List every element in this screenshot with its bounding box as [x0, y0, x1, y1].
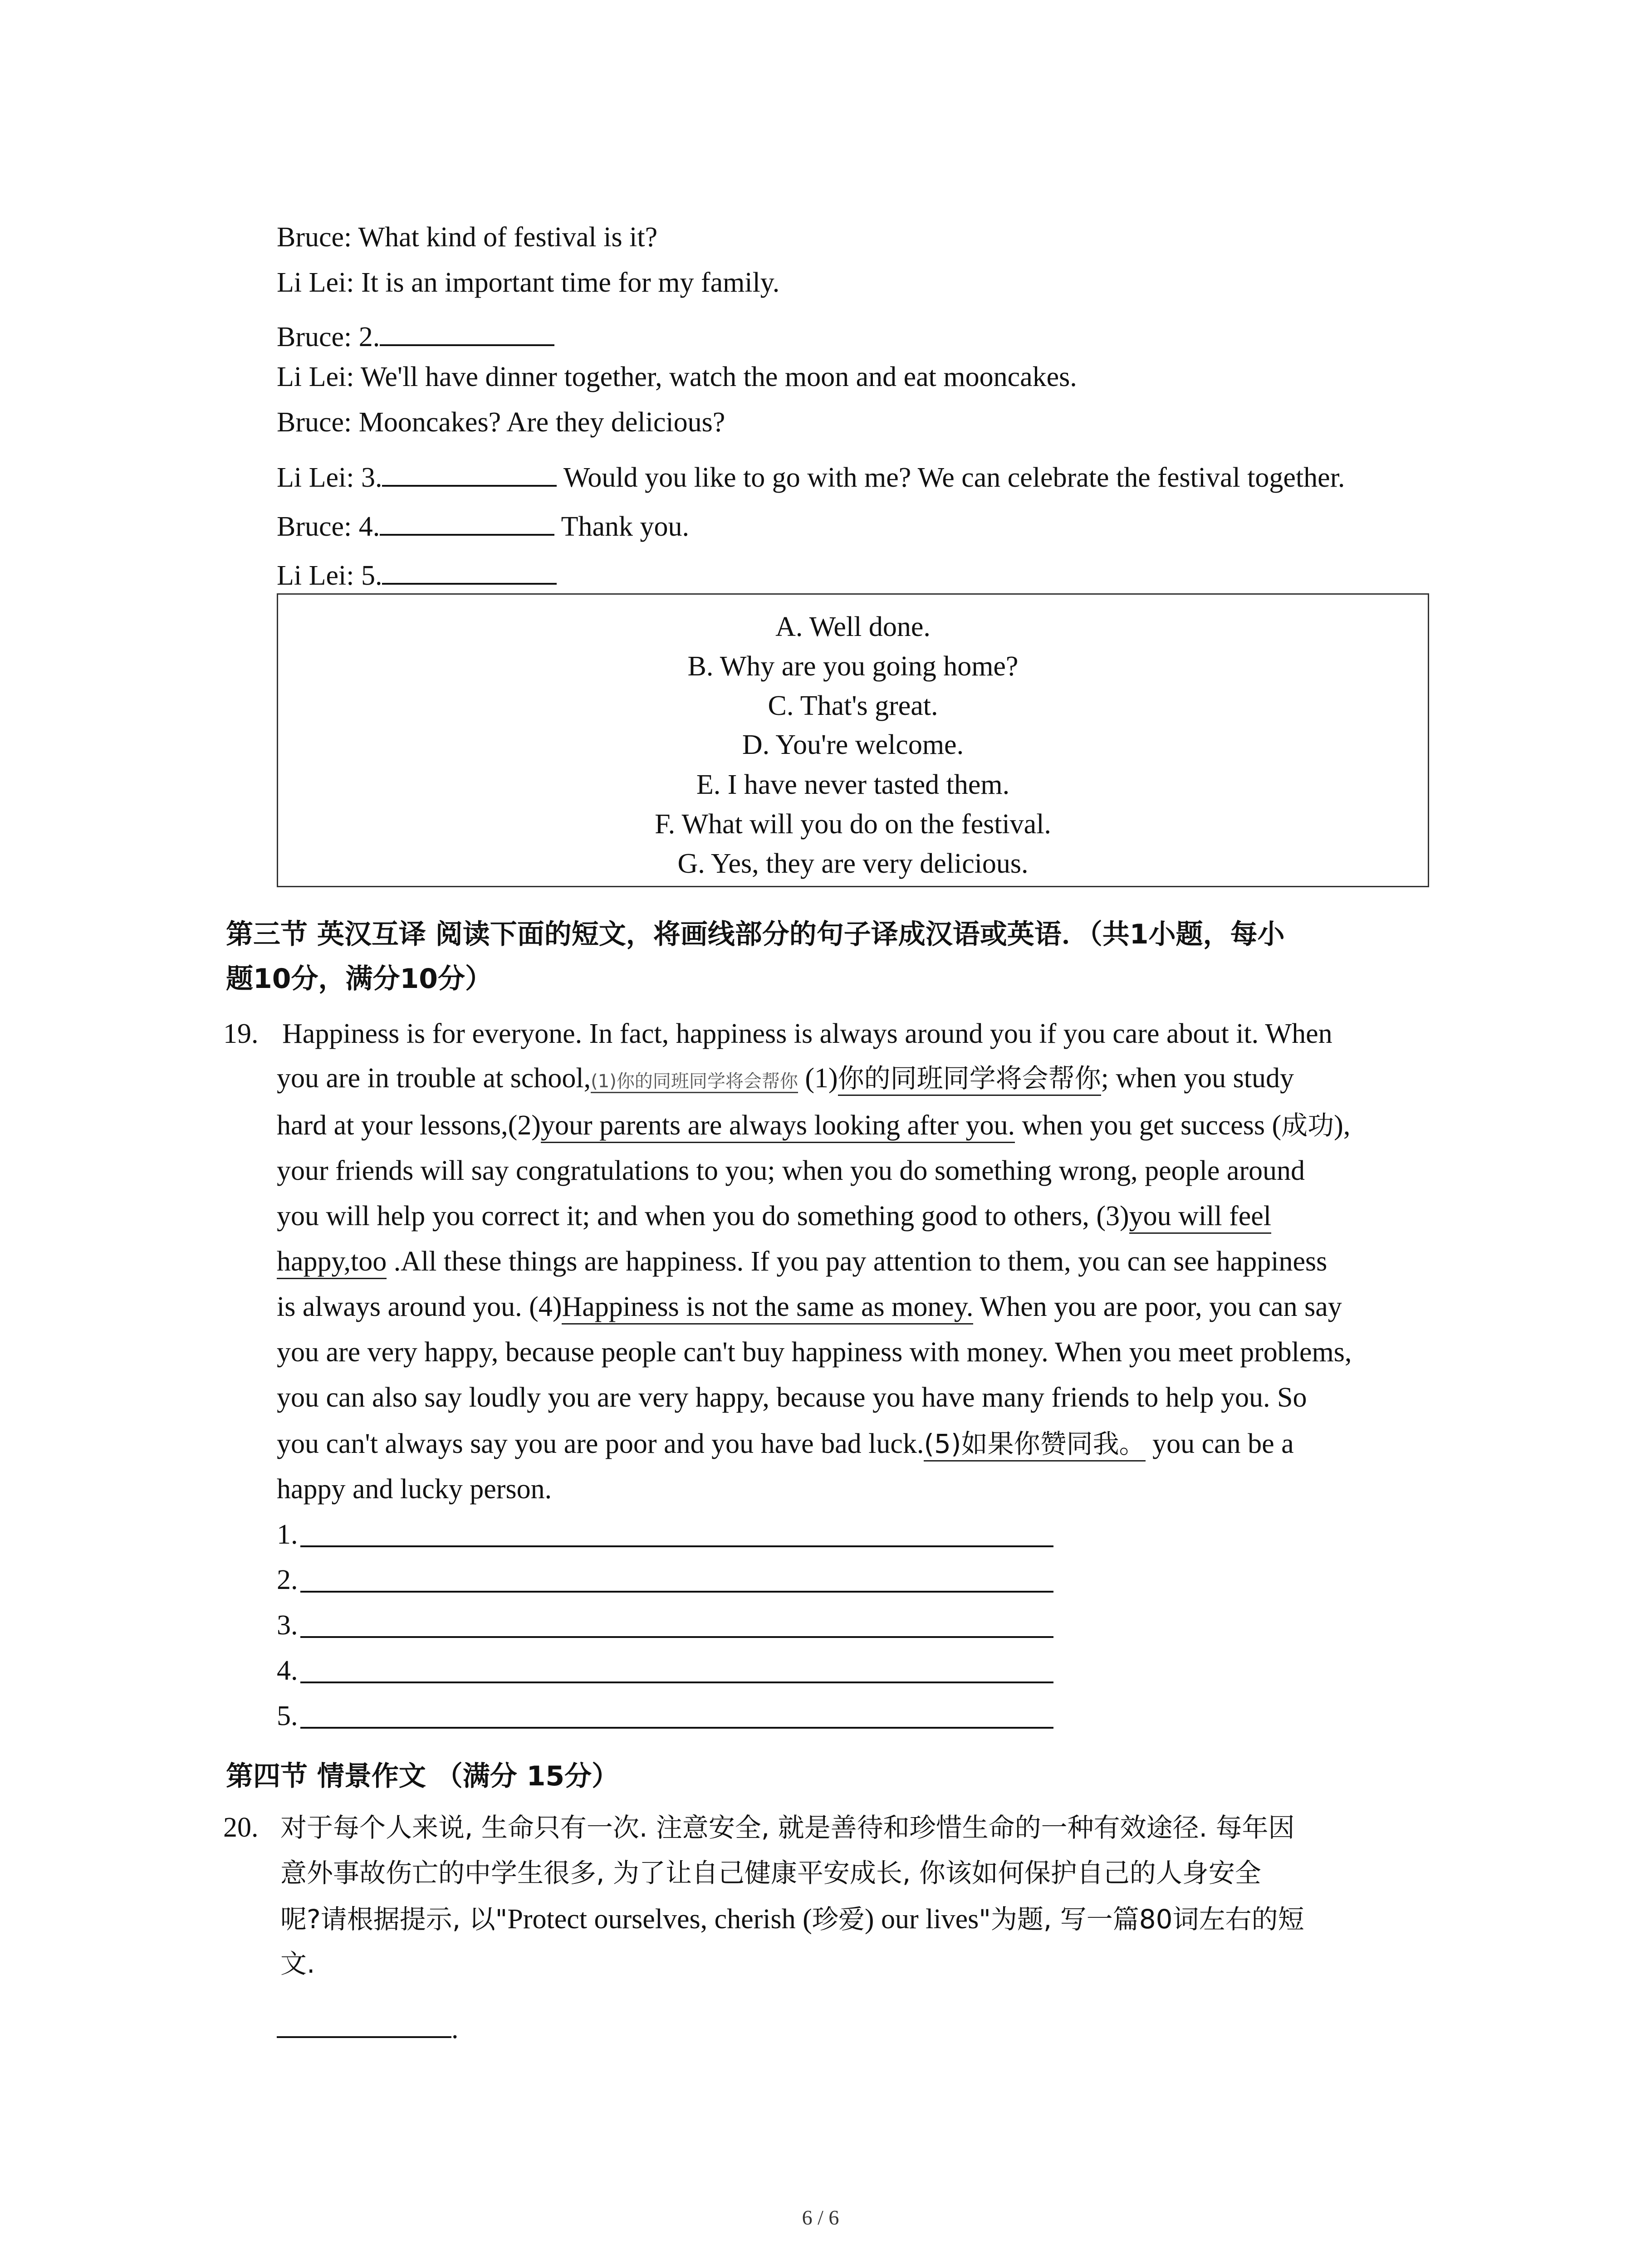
dialogue-line-6-prefix: Li Lei: 3.: [277, 462, 382, 493]
q20-line-3-en2: ) our lives: [864, 1904, 979, 1935]
q19-line-10: [277, 1430, 1294, 1458]
dialogue-line-6-suffix: Would you like to go with me? We can celebrate the festival together.: [557, 462, 1345, 493]
q19-line-3: [277, 1111, 1350, 1139]
dialogue-line-7-prefix: Bruce: 4.: [277, 511, 380, 542]
dialogue-line-8-prefix: Li Lei: 5.: [277, 560, 382, 591]
dialogue-line-7: [277, 507, 689, 541]
option-d: D. You're welcome.: [742, 729, 964, 760]
q20-end-period: .: [451, 2013, 459, 2044]
q19-line-6: [277, 1247, 1327, 1276]
q19-line-10-a: you can't always say you are poor and you have bad luck.: [277, 1428, 924, 1459]
dialogue-line-3-text: Bruce: 2.: [277, 321, 380, 352]
q20-line-4: 文.: [280, 1948, 315, 1979]
option-f: F. What will you do on the festival.: [655, 809, 1051, 840]
dialogue-line-7-suffix: Thank you.: [554, 511, 690, 542]
option-a: A. Well done.: [775, 611, 931, 642]
answer-line-4[interactable]: [300, 1681, 1053, 1683]
q19-line-5: [277, 1202, 1271, 1230]
answer-line-5[interactable]: [300, 1727, 1053, 1729]
option-e: E. I have never tasted them.: [696, 769, 1010, 800]
q19-line-10-b: you can be a: [1145, 1428, 1294, 1459]
underlined-sentence-3b: happy,too: [277, 1246, 387, 1279]
q19-line-3-a: hard at your lessons,(2): [277, 1110, 541, 1141]
q20-line-2: 意外事故伤亡的中学生很多, 为了让自己健康平安成长, 你该如何保护自己的人身安全: [280, 1857, 1261, 1888]
option-c: C. That's great.: [768, 690, 938, 721]
q20-line-1: 对于每个人来说, 生命只有一次. 注意安全, 就是善待和珍惜生命的一种有效途径. 每年因: [280, 1812, 1295, 1843]
option-b: B. Why are you going home?: [687, 651, 1019, 682]
q20-line-3-a: 呢?请根据提示, 以": [280, 1904, 508, 1935]
dialogue-line-1: Bruce: What kind of festival is it?: [277, 222, 658, 253]
q19-line-7: [277, 1293, 1342, 1321]
option-g: G. Yes, they are very delicious.: [677, 848, 1029, 879]
answer-line-2[interactable]: [300, 1591, 1053, 1593]
q19-line-3-cn: 成功: [1281, 1110, 1334, 1141]
q20-line-3-en1: Protect ourselves, cherish (: [507, 1904, 812, 1935]
q20-line-3-b: "为题, 写一篇80词左右的短: [979, 1904, 1304, 1935]
section4-heading: 第四节 情景作文 （满分 15分）: [226, 1760, 619, 1792]
answer-blank-3[interactable]: [382, 458, 557, 487]
underlined-sentence-1: 你的同班同学将会帮你: [838, 1063, 1101, 1096]
q19-line-2: [277, 1064, 1294, 1092]
answer-label-2: 2.: [277, 1564, 298, 1595]
q20-line-3-cn: 珍爱: [812, 1904, 865, 1935]
dialogue-line-4: Li Lei: We'll have dinner together, watch the moon and eat mooncakes.: [277, 362, 1077, 392]
dialogue-line-5: Bruce: Mooncakes? Are they delicious?: [277, 407, 725, 438]
answer-blank-4[interactable]: [380, 507, 554, 536]
q19-line-2-b: (1): [798, 1063, 838, 1094]
underlined-sentence-3a: you will feel: [1129, 1201, 1271, 1234]
dialogue-line-3: [277, 318, 554, 351]
q20-number: 20.: [223, 1812, 259, 1843]
q19-line-7-a: is always around you. (4): [277, 1291, 562, 1322]
answer-label-5: 5.: [277, 1701, 298, 1731]
q20-line-3: [280, 1905, 1304, 1933]
dialogue-line-6: [277, 458, 1345, 492]
answer-line-3[interactable]: [300, 1636, 1053, 1638]
q19-line-8: you are very happy, because people can't buy happiness with money. When you meet problems,: [277, 1337, 1352, 1368]
q20-writing-area: [277, 2009, 459, 2043]
q19-number: 19.: [223, 1018, 259, 1049]
q19-line-3-c: ),: [1334, 1110, 1351, 1141]
underlined-sentence-4: Happiness is not the same as money.: [562, 1291, 973, 1325]
underlined-sentence-5: (5)如果你赞同我。: [924, 1428, 1145, 1461]
q19-line-1: Happiness is for everyone. In fact, happiness is always around you if you care about it. When: [282, 1018, 1332, 1049]
q19-line-2-a: you are in trouble at school,: [277, 1063, 591, 1094]
q19-line-9: you can also say loudly you are very happy, because you have many friends to help you. So: [277, 1382, 1307, 1413]
q19-line-4: your friends will say congratulations to you; when you do something wrong, people around: [277, 1155, 1305, 1186]
section3-heading-line2: 题10分，满分10分）: [226, 963, 492, 995]
handwritten-answer-1: (1)你的同班同学将会帮你: [591, 1071, 798, 1093]
writing-blank[interactable]: [277, 2009, 451, 2038]
q19-line-5-a: you will help you correct it; and when you do something good to others, (3): [277, 1201, 1129, 1232]
q19-line-7-b: When you are poor, you can say: [973, 1291, 1342, 1322]
answer-blank-2[interactable]: [380, 318, 554, 346]
answer-blank-5[interactable]: [382, 556, 557, 585]
answer-line-1[interactable]: [300, 1545, 1053, 1547]
page-number: 6 / 6: [802, 2206, 839, 2229]
q19-line-11: happy and lucky person.: [277, 1474, 552, 1505]
options-box: [277, 593, 1429, 887]
q19-line-3-b: when you get success (: [1015, 1110, 1282, 1141]
answer-label-1: 1.: [277, 1519, 298, 1550]
q19-line-2-c: ; when you study: [1101, 1063, 1294, 1094]
answer-label-3: 3.: [277, 1610, 298, 1641]
answer-label-4: 4.: [277, 1655, 298, 1686]
section3-heading-line1: 第三节 英汉互译 阅读下面的短文，将画线部分的句子译成汉语或英语．（共1小题，每小: [226, 919, 1285, 950]
underlined-sentence-2: your parents are always looking after you.: [541, 1110, 1015, 1143]
dialogue-line-2: Li Lei: It is an important time for my family.: [277, 267, 780, 298]
q19-line-6-b: .All these things are happiness. If you pay attention to them, you can see happiness: [387, 1246, 1327, 1277]
dialogue-line-8: [277, 556, 557, 590]
